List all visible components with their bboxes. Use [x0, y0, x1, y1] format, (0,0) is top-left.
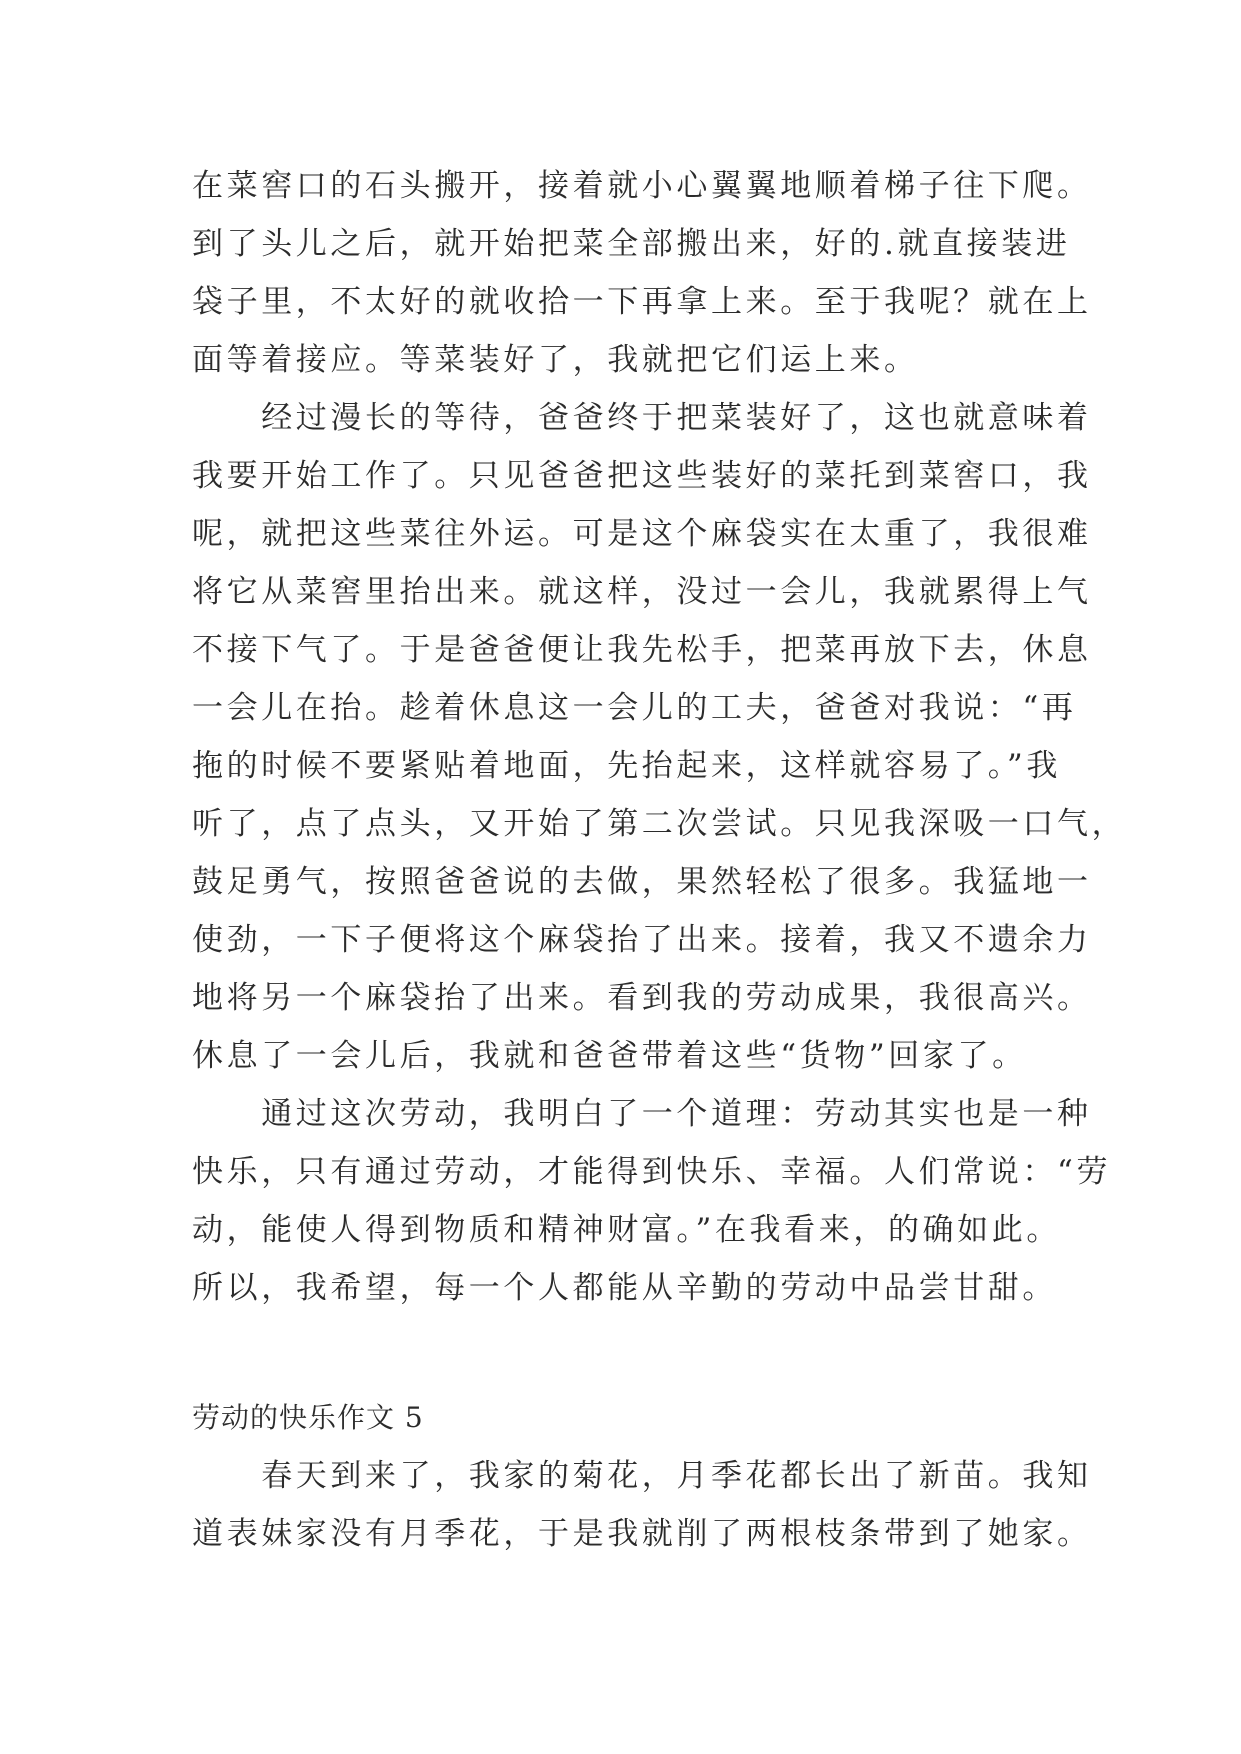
text-line: 快乐，只有通过劳动，才能得到快乐、幸福。人们常说：“劳 — [192, 1154, 1112, 1190]
section-gap — [192, 1317, 1072, 1389]
text-line: 动，能使人得到物质和精神财富。”在我看来，的确如此。 — [192, 1212, 1061, 1248]
text-line: 使劲，一下子便将这个麻袋抬了出来。接着，我又不遗余力 — [192, 922, 1092, 958]
text-line: 不接下气了。于是爸爸便让我先松手，把菜再放下去，休息 — [192, 632, 1092, 668]
text-line: 袋子里，不太好的就收拾一下再拿上来。至于我呢？就在上 — [192, 284, 1092, 320]
text-line: 我要开始工作了。只见爸爸把这些装好的菜托到菜窖口，我 — [192, 458, 1092, 494]
text-line: 经过漫长的等待，爸爸终于把菜装好了，这也就意味着 — [192, 400, 1092, 436]
text-line: 道表妹家没有月季花，于是我就削了两根枝条带到了她家。 — [192, 1516, 1092, 1552]
text-line: 通过这次劳动，我明白了一个道理：劳动其实也是一种 — [192, 1096, 1092, 1132]
text-line: 所以，我希望，每一个人都能从辛勤的劳动中品尝甘甜。 — [192, 1270, 1057, 1306]
text-line: 将它从菜窖里抬出来。就这样，没过一会儿，我就累得上气 — [192, 574, 1092, 610]
text-line: 在菜窖口的石头搬开，接着就小心翼翼地顺着梯子往下爬。 — [192, 168, 1092, 204]
text-line: 呢，就把这些菜往外运。可是这个麻袋实在太重了，我很难 — [192, 516, 1092, 552]
text-line: 一会儿在抬。趁着休息这一会儿的工夫，爸爸对我说：“再 — [192, 690, 1077, 726]
text-line: 拖的时候不要紧贴着地面，先抬起来，这样就容易了。”我 — [192, 748, 1061, 784]
text-line: 到了头儿之后，就开始把菜全部搬出来，好的.就直接装进 — [192, 226, 1071, 262]
text-line: 面等着接应。等菜装好了，我就把它们运上来。 — [192, 342, 919, 378]
text-line: 地将另一个麻袋抬了出来。看到我的劳动成果，我很高兴。 — [192, 980, 1092, 1016]
section-heading: 劳动的快乐作文 5 — [192, 1401, 424, 1434]
text-line: 鼓足勇气，按照爸爸说的去做，果然轻松了很多。我猛地一 — [192, 864, 1092, 900]
text-line: 春天到来了，我家的菊花，月季花都长出了新苗。我知 — [192, 1458, 1092, 1494]
text-line: 休息了一会儿后，我就和爸爸带着这些“货物”回家了。 — [192, 1038, 1027, 1074]
text-line: 听了，点了点头，又开始了第二次尝试。只见我深吸一口气， — [192, 806, 1127, 842]
document-body — [192, 157, 1127, 1563]
